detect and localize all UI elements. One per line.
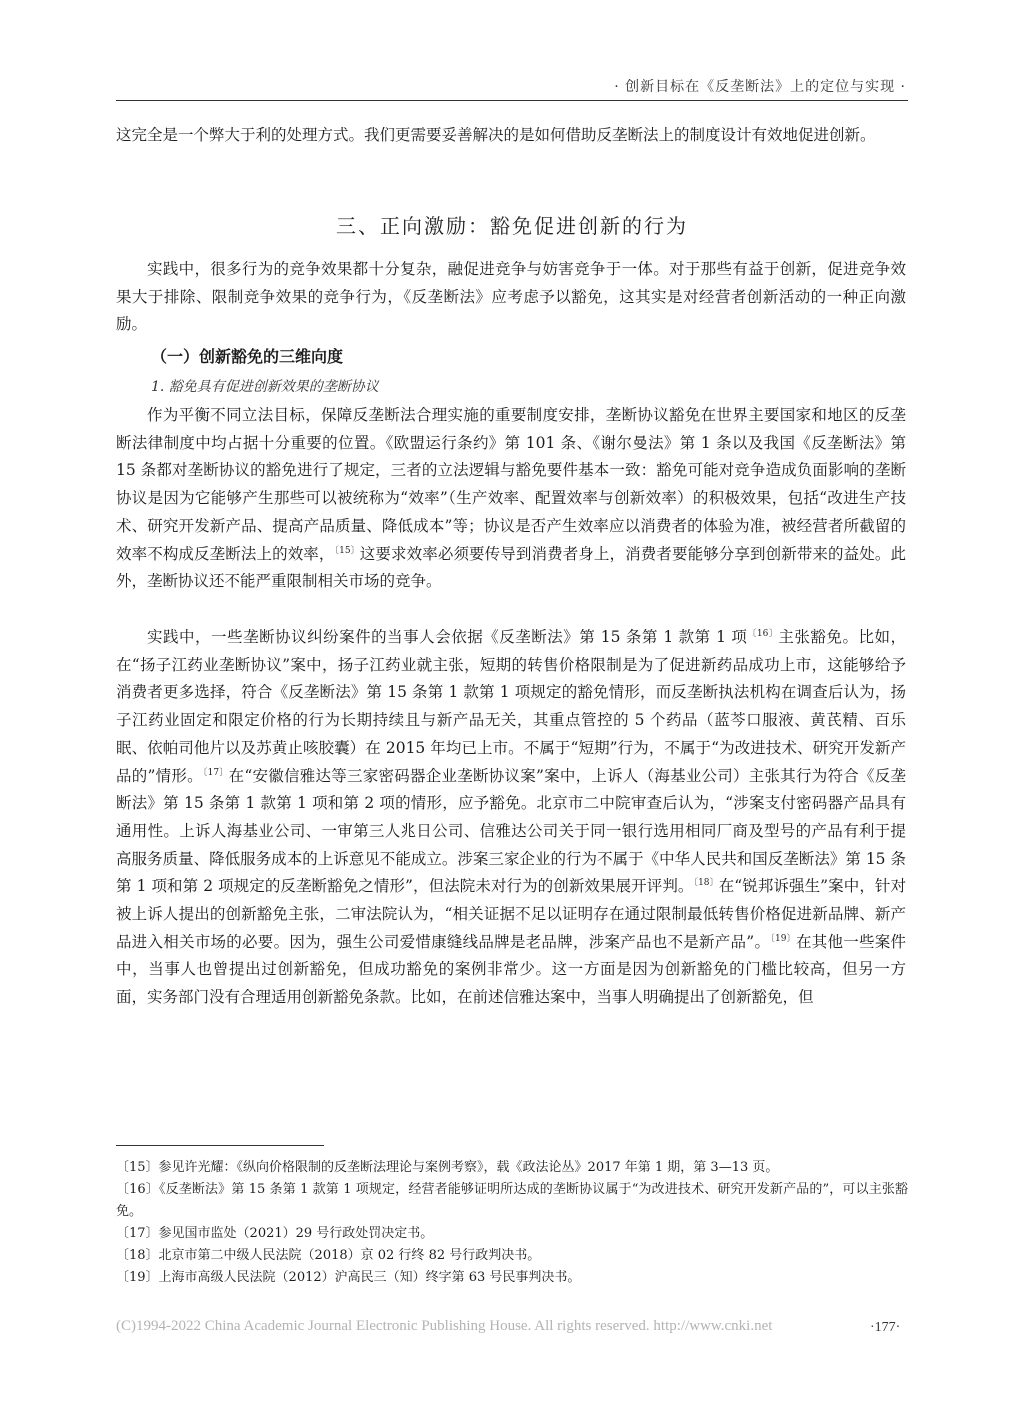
paragraph-text: 在“锐邦诉强生”案中，针对被上诉人提出的创新豁免主张，二审法院认为，“相关证据不足以证明存在通过限制最低转售价格促进新品牌、新产品进入相关市场的必要。因为，强生公司爱惜康缝线品牌是老品牌，涉案产品也不是新产品”。 [116, 877, 906, 951]
footnote-item: 〔15〕参见许光耀：《纵向价格限制的反垄断法理论与案例考察》，载《政法论丛》2017 年第 1 期，第 3—13 页。 [116, 1160, 779, 1175]
footnote-item: 〔18〕北京市第二中级人民法院（2018）京 02 行终 82 号行政判决书。 [116, 1248, 541, 1263]
paragraph-exemption-overview [116, 402, 906, 596]
footnote-ref-15[interactable]: 〔15〕 [334, 545, 360, 556]
paragraph-text: 实践中，一些垄断协议纠纷案件的当事人会依据《反垄断法》第 15 条第 1 款第 1 项 [147, 628, 748, 646]
footnote-item: 〔16〕《反垄断法》第 15 条第 1 款第 1 项规定，经营者能够证明所达成的垄断协议属于“为改进技术、研究开发新产品的”，可以主张豁免。 [116, 1182, 908, 1219]
paragraph-intro: 实践中，很多行为的竞争效果都十分复杂，融促进竞争与妨害竞争于一体。对于那些有益于创新，促进竞争效果大于排除、限制竞争效果的竞争行为，《反垄断法》应考虑予以豁免，这其实是对经营者创新活动的一种正向激励。 [116, 260, 906, 334]
paragraph-text: 在其他一些案件中，当事人也曾提出过创新豁免，但成功豁免的案例非常少。这一方面是因为创新豁免的门槛比较高，但另一方面，实务部门没有合理适用创新豁免条款。比如，在前述信雅达案中，当事人明确提出了创新豁免，但 [116, 932, 906, 1007]
footnote-item: 〔17〕参见国市监处（2021）29 号行政处罚决定书。 [116, 1226, 434, 1241]
footnote-ref-16[interactable]: 〔16〕 [747, 628, 779, 639]
subsection-heading: （一）创新豁免的三维向度 [151, 347, 344, 366]
paragraph-text: 主张豁免。比如，在“扬子江药业垄断协议”案中，扬子江药业就主张，短期的转售价格限制是为了促进新药品成功上市，这能够给予消费者更多选择，符合《反垄断法》第 15 条第 1 款第 1 项规定的豁免情形，而反垄断执法机构在调查后认为，扬子江药业固定和限定价格的行为长期持续且与新产品无关，其重点管控的 5 个药品（蓝芩口服液、黄芪精、百乐眠、依帕司他片以及苏黄止咳胶囊）在 2015 年均已上市。不属于“短期”行为，不属于“为改进技术、研究开发新产品的”情形。 [116, 628, 906, 785]
footnote-item: 〔19〕上海市高级人民法院（2012）沪高民三（知）终字第 63 号民事判决书。 [116, 1270, 581, 1285]
paragraph-text: 这要求效率必须要传导到消费者身上，消费者要能够分享到创新带来的益处。此外，垄断协议还不能严重限制相关市场的竞争。 [116, 544, 906, 591]
footnote-rule [116, 1145, 324, 1146]
footnote-list [116, 1157, 908, 1289]
footnote-ref-19[interactable]: 〔19〕 [770, 933, 796, 944]
subsubsection-heading: 1. 豁免具有促进创新效果的垄断协议 [151, 379, 379, 395]
footnote-ref-17[interactable]: 〔17〕 [202, 767, 229, 778]
running-header: · 创新目标在《反垄断法》上的定位与实现 · [614, 79, 906, 95]
footnote-ref-18[interactable]: 〔18〕 [693, 878, 719, 889]
paragraph-text: 作为平衡不同立法目标，保障反垄断法合理实施的重要制度安排，垄断协议豁免在世界主要国家和地区的反垄断法律制度中均占据十分重要的位置。《欧盟运行条约》第 101 条、《谢尔曼法》第 1 条以及我国《反垄断法》第 15 条都对垄断协议的豁免进行了规定，三者的立法逻辑与豁免要件基本一致：豁免可能对竞争造成负面影响的垄断协议是因为它能够产生那些可以被统称为“效率”（生产效率、配置效率与创新效率）的积极效果，包括“改进生产技术、研究开发新产品、提高产品质量、降低成本”等；协议是否产生效率应以消费者的体验为准，被经营者所截留的效率不构成反垄断法上的效率， [116, 406, 906, 563]
paragraph-continuation: 这完全是一个弊大于利的处理方式。我们更需要妥善解决的是如何借助反垄断法上的制度设计有效地促进创新。 [116, 126, 876, 144]
copyright-watermark: (C)1994-2022 China Academic Journal Electronic Publishing House. All rights reserved. http://www.cnki.net [116, 1318, 773, 1334]
page-number: ·177· [870, 1320, 901, 1335]
section-heading: 三、正向激励：豁免促进创新的行为 [336, 214, 688, 238]
paragraph-text: 在“安徽信雅达等三家密码器企业垄断协议案”案中，上诉人（海基业公司）主张其行为符合《反垄断法》第 15 条第 1 款第 1 项和第 2 项的情形，应予豁免。北京市二中院审查后认为，“涉案支付密码器产品具有通用性。上诉人海基业公司、一审第三人兆日公司、信雅达公司关于同一银行选用相同厂商及型号的产品有利于提高服务质量、降低服务成本的上诉意见不能成立。涉案三家企业的行为不属于《中华人民共和国反垄断法》第 15 条第 1 项和第 2 项规定的反垄断豁免之情形”，但法院未对行为的创新效果展开评判。 [116, 766, 907, 896]
header-rule [116, 100, 908, 101]
paragraph-case-practice [116, 624, 906, 1012]
